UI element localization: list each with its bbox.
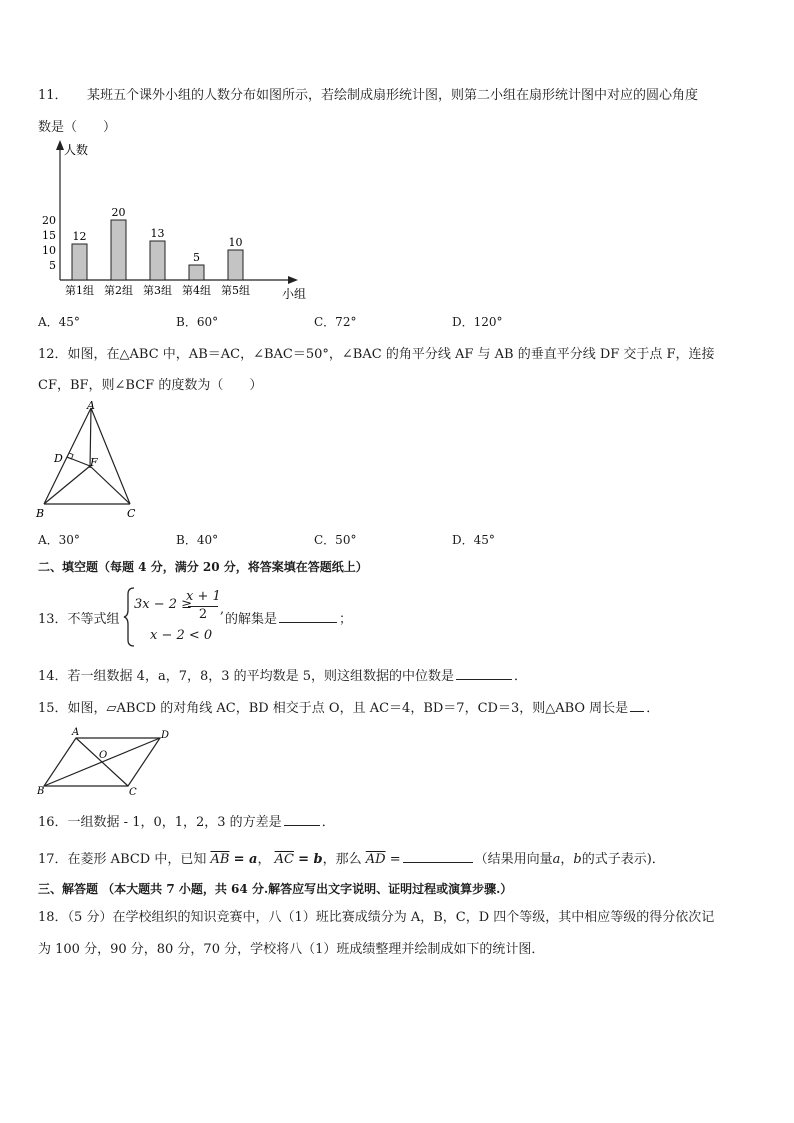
q12-option-b: B．40° — [176, 533, 219, 547]
category-label: 第5组 — [221, 284, 250, 297]
parallelogram-figure — [30, 724, 180, 796]
bar — [228, 250, 243, 280]
q15-answer-blank — [630, 710, 644, 712]
q16-text: 16．一组数据 - 1，0，1，2，3 的方差是 — [38, 815, 282, 830]
label-a: A — [87, 399, 95, 412]
q13-suffix-line — [225, 608, 352, 627]
side-ab — [44, 408, 91, 504]
q12-option-c: C．50° — [314, 533, 357, 547]
q17-vector-ac: $\overline{AC}$ — [274, 852, 294, 867]
label-c: C — [129, 787, 137, 796]
q17-vector-ad: $\overline{AD}$ — [365, 852, 386, 867]
bar-value-label: 5 — [193, 251, 200, 264]
q14-line — [38, 665, 527, 684]
label-d: D — [54, 452, 63, 465]
chart-axes — [56, 140, 298, 284]
q17-vector-b: b — [573, 852, 582, 867]
q15-end: ． — [646, 701, 660, 716]
q13-comma: , — [220, 602, 225, 617]
y-axis-label: 人数 — [64, 143, 89, 157]
x-axis-label: 小组 — [282, 287, 307, 301]
q17-eq-a: = a — [233, 852, 258, 867]
q13-fraction-numerator: x + 1 — [186, 589, 221, 604]
q17-line — [38, 848, 665, 867]
label-d: D — [161, 730, 170, 741]
y-tick-label: 5 — [49, 259, 56, 272]
label-b: B — [37, 786, 45, 796]
q17-vector-ab: $\overline{AB}$ — [210, 852, 230, 867]
q13-ineq1-left: 3x − 2 ≥ — [134, 597, 193, 612]
category-labels — [65, 284, 250, 297]
section-2-heading: 二、填空题（每题 4 分，满分 20 分，将答案填在答题纸上） — [38, 560, 368, 574]
q13-prefix: 13．不等式组 — [38, 612, 120, 627]
q12-option-d: D．45° — [452, 533, 495, 547]
q18-line1: 18．（5 分）在学校组织的知识竞赛中，八（1）班比赛成绩分为 A，B，C，D 四个等级，其中相应等级的得分依次记 — [38, 910, 715, 925]
q11-line2: 数是（ ） — [38, 120, 117, 135]
bar — [72, 244, 87, 280]
q17-vector-a: a — [552, 852, 561, 867]
q15-line — [38, 697, 659, 716]
diagonal-bd — [44, 738, 160, 786]
label-b: B — [36, 507, 45, 520]
q17-eq: = — [389, 852, 401, 867]
y-tick-label: 10 — [42, 244, 56, 257]
q17-mid: ，那么 — [322, 852, 362, 867]
q17-comma: ， — [560, 852, 574, 867]
q18-line2: 为 100 分，90 分，80 分，70 分，学校将八（1）班成绩整理并绘制成如下的统计图． — [38, 942, 545, 957]
q13-fraction-denominator: 2 — [198, 607, 208, 622]
q13-suffix: 的解集是 — [225, 612, 278, 627]
q11-line1: 11． 某班五个课外小组的人数分布如图所示，若绘制成扇形统计图，则第二小组在扇形统计图中对应的圆心角度 — [38, 88, 699, 103]
q15-text: 15．如图，▱ABCD 的对角线 AC，BD 相交于点 O，且 AC＝4，BD＝7，CD＝3，则△ABO 周长是 — [38, 701, 629, 716]
q13-end: ； — [339, 612, 353, 627]
system-brace — [122, 586, 136, 648]
label-c: C — [127, 507, 136, 520]
q17-tail2: 的式子表示)． — [581, 852, 665, 867]
segment-bf — [44, 466, 90, 504]
category-label: 第2组 — [104, 284, 133, 297]
bar — [189, 265, 204, 280]
q11-option-c: C．72° — [314, 315, 357, 329]
q17-answer-blank — [403, 861, 473, 863]
triangle-figure — [30, 398, 150, 522]
bar-chart — [30, 138, 320, 308]
q13-answer-blank — [279, 621, 337, 623]
q17-separator: ， — [257, 852, 271, 867]
q14-end: ． — [514, 669, 528, 684]
q11-option-a: A．45° — [38, 315, 80, 329]
q16-answer-blank — [284, 824, 320, 826]
q16-end: ． — [321, 815, 335, 830]
bar-value-label: 13 — [150, 227, 165, 240]
label-o: O — [99, 750, 108, 761]
q12-line2: CF，BF，则∠BCF 的度数为（ ） — [38, 378, 263, 393]
q14-answer-blank — [456, 678, 512, 680]
q17-tail1: （结果用向量 — [474, 852, 553, 867]
category-label: 第4组 — [182, 284, 211, 297]
bar-value-label: 12 — [72, 230, 87, 243]
bar-value-label: 20 — [111, 206, 126, 219]
q14-text: 14．若一组数据 4，a，7，8，3 的平均数是 5，则这组数据的中位数是 — [38, 669, 455, 684]
q16-line — [38, 811, 335, 830]
segment-cf — [90, 466, 130, 504]
bar — [150, 241, 165, 280]
label-a: A — [72, 727, 80, 738]
section-3-heading: 三、解答题 （本大题共 7 小题，共 64 分.解答应写出文字说明、证明过程或演算步骤.） — [38, 882, 513, 896]
y-tick-label: 15 — [42, 229, 56, 242]
bar — [111, 220, 126, 280]
category-label: 第3组 — [143, 284, 172, 297]
y-tick-label: 20 — [42, 214, 56, 227]
y-ticks — [42, 214, 56, 272]
q12-option-a: A．30° — [38, 533, 80, 547]
q17-prefix: 17．在菱形 ABCD 中，已知 — [38, 852, 207, 867]
q11-option-b: B．60° — [176, 315, 219, 329]
q11-option-d: D．120° — [452, 315, 503, 329]
q13-ineq2: x − 2 < 0 — [150, 628, 213, 643]
label-f: F — [90, 456, 98, 469]
q17-eq-b: = b — [298, 852, 323, 867]
category-label: 第1组 — [65, 284, 94, 297]
q12-line1: 12．如图，在△ABC 中，AB＝AC，∠BAC＝50°，∠BAC 的角平分线 AF 与 AB 的垂直平分线 DF 交于点 F，连接 — [38, 347, 715, 362]
bar-value-label: 10 — [228, 236, 243, 249]
